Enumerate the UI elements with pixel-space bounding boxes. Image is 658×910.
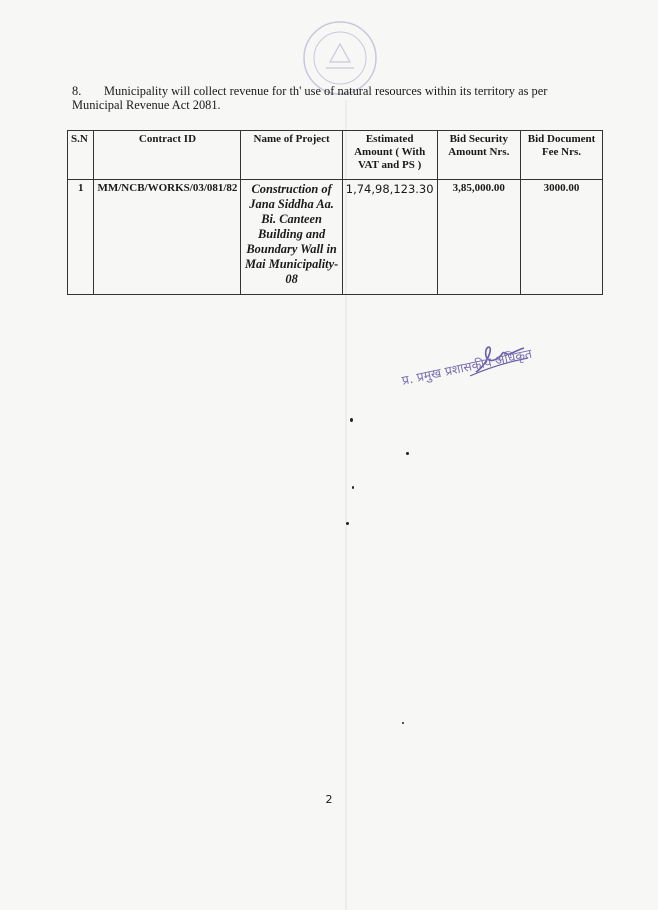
table-header-row — [68, 131, 603, 180]
clause-text: Municipality will collect revenue for th' use of natural resources within its territory as per Municipal Revenue Act 2081. — [72, 84, 548, 112]
header-sn: S.N — [68, 131, 94, 180]
ink-speck — [350, 418, 353, 422]
header-doc-fee: Bid Document Fee Nrs. — [521, 131, 603, 180]
tender-table — [67, 130, 603, 295]
cell-doc-fee: 3000.00 — [521, 180, 603, 295]
cell-estimated: 1,74,98,123.30 — [342, 180, 437, 295]
clause-8 — [72, 84, 592, 112]
ink-speck — [406, 452, 409, 455]
ink-speck — [346, 522, 349, 525]
header-project: Name of Project — [241, 131, 342, 180]
office-stamp-text: प्र. प्रमुख प्रशासकीय अधिकृत — [400, 345, 534, 388]
page-number: 2 — [325, 793, 333, 806]
clause-number: 8. — [72, 84, 82, 98]
cell-project: Construction of Jana Siddha Aa. Bi. Canteen Building and Boundary Wall in Mai Municipality-08 — [241, 180, 342, 295]
ink-speck — [402, 722, 404, 724]
cell-sn: 1 — [68, 180, 94, 295]
header-estimated: Estimated Amount ( With VAT and PS ) — [342, 131, 437, 180]
header-contract-id: Contract ID — [94, 131, 241, 180]
table-row — [68, 180, 603, 295]
cell-bid-security: 3,85,000.00 — [437, 180, 520, 295]
cell-contract-id: MM/NCB/WORKS/03/081/82 — [94, 180, 241, 295]
ink-speck — [352, 486, 354, 489]
header-bid-security: Bid Security Amount Nrs. — [437, 131, 520, 180]
